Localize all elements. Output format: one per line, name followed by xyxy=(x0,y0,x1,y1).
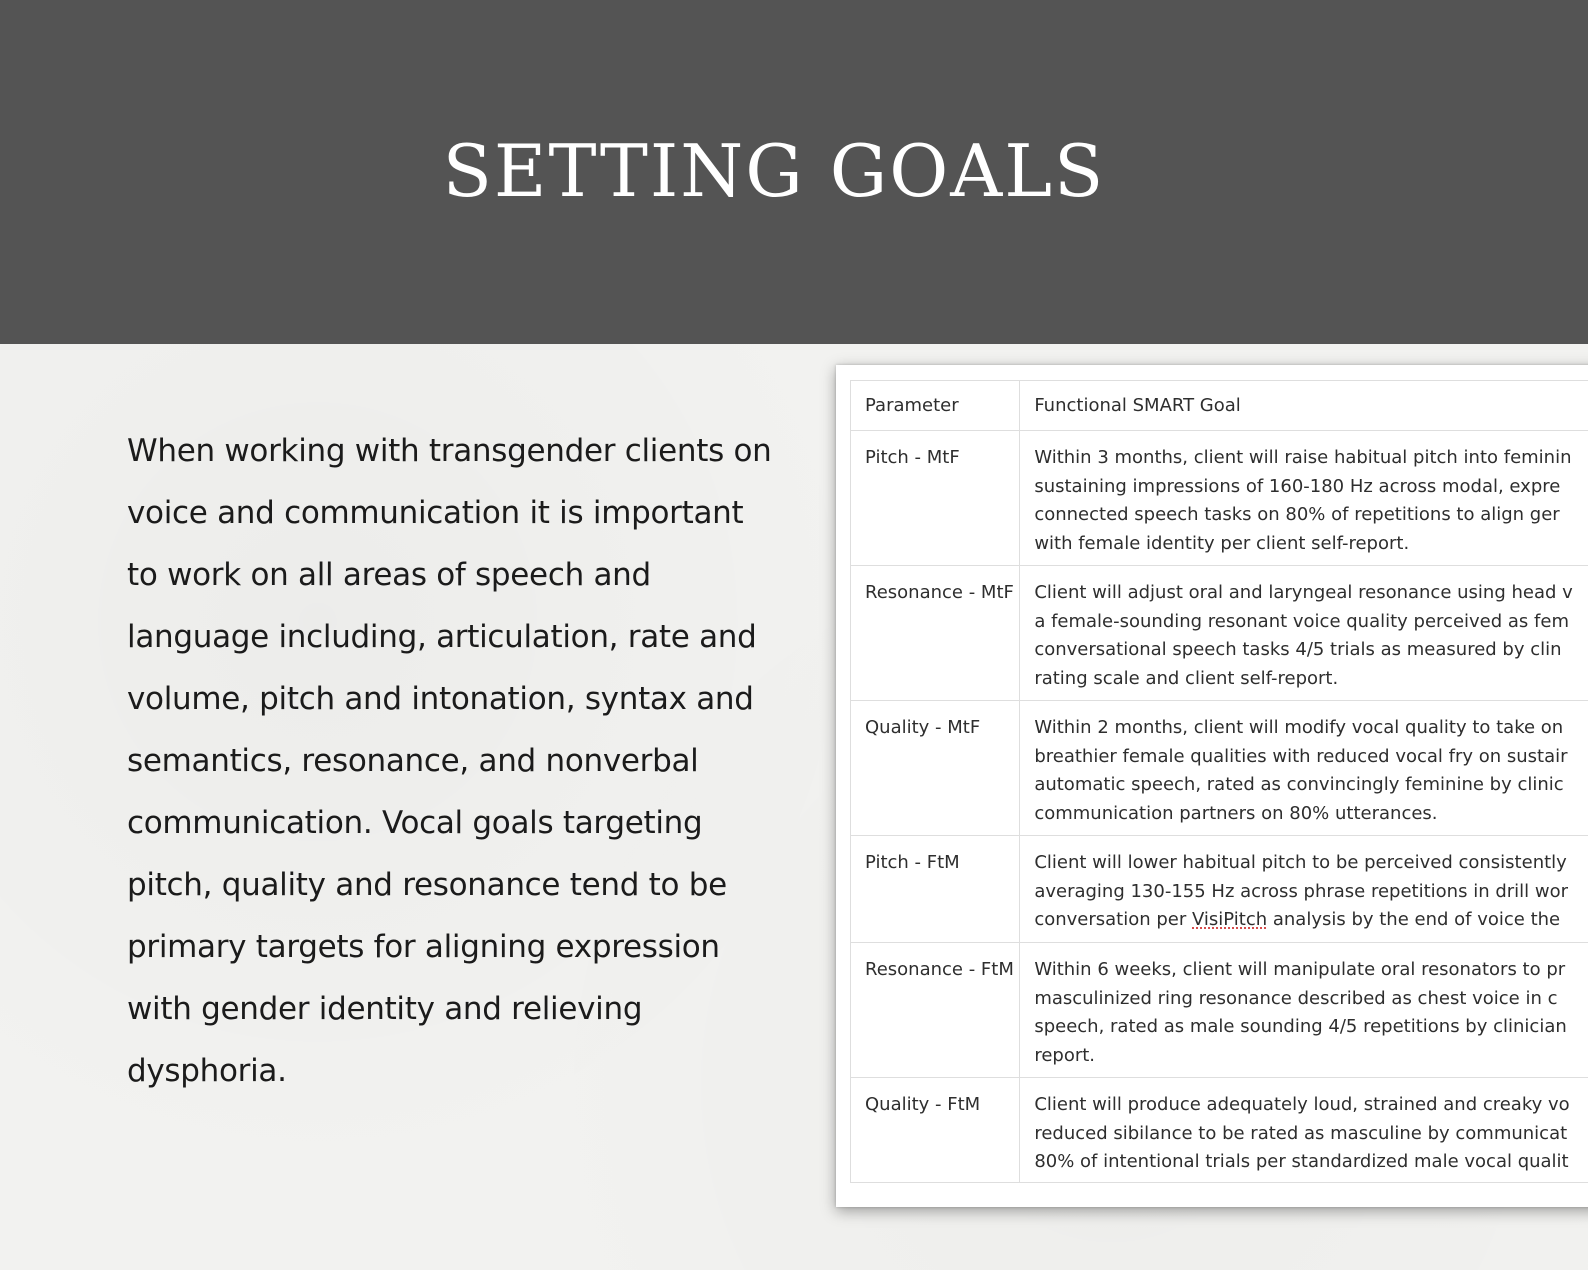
header-goal: Functional SMART Goal xyxy=(1020,381,1588,431)
parameter-cell: Quality - FtM xyxy=(851,1078,1020,1183)
parameter-cell: Resonance - FtM xyxy=(851,943,1020,1078)
goal-cell: Within 3 months, client will raise habitual pitch into feminin sustaining impressions of 160-180 Hz across modal, expre connected speech tasks on 80% of repetitions to align ger with female identity per client self-report. xyxy=(1020,431,1588,566)
table-header-row xyxy=(851,381,1588,431)
header-banner xyxy=(0,0,1588,344)
table-row xyxy=(851,836,1588,943)
goals-table xyxy=(850,380,1588,1183)
intro-paragraph: When working with transgender clients on voice and communication it is important to work on all areas of speech and language including, articulation, rate and volume, pitch and intonation, syntax and semantics, resonance, and nonverbal communication. Vocal goals targeting pitch, quality and resonance tend to be primary targets for aligning expression with gender identity and relieving dysphoria. xyxy=(127,433,772,1089)
goal-cell: Within 2 months, client will modify vocal quality to take on breathier female qualities with reduced vocal fry on sustair automatic speech, rated as convincingly feminine by clinic communication partners on 80% utterances. xyxy=(1020,701,1588,836)
goal-cell: Client will produce adequately loud, strained and creaky vo reduced sibilance to be rated as masculine by communicat 80% of intentional trials per standardized male vocal qualit xyxy=(1020,1078,1588,1183)
table-row xyxy=(851,701,1588,836)
table-row xyxy=(851,1078,1588,1183)
parameter-cell: Pitch - FtM xyxy=(851,836,1020,943)
parameter-cell: Quality - MtF xyxy=(851,701,1020,836)
table-row xyxy=(851,566,1588,701)
page-title: SETTING GOALS xyxy=(442,129,1106,213)
goal-cell: Client will adjust oral and laryngeal resonance using head v a female-sounding resonant voice quality perceived as fem conversational speech tasks 4/5 trials as measured by clin rating scale and client self-report. xyxy=(1020,566,1588,701)
spellcheck-flagged-line: conversation per VisiPitch analysis by the end of voice the xyxy=(1034,909,1561,930)
goal-cell: Client will lower habitual pitch to be perceived consistently averaging 130-155 Hz across phrase repetitions in drill wor conversation per VisiPitch analysis by the end of voice the xyxy=(1020,836,1588,943)
table-row xyxy=(851,943,1588,1078)
spellcheck-flagged-word: VisiPitch xyxy=(1192,909,1268,930)
goal-cell: Within 6 weeks, client will manipulate oral resonators to pr masculinized ring resonance described as chest voice in c speech, rated as male sounding 4/5 repetitions by clinician report. xyxy=(1020,943,1588,1078)
parameter-cell: Pitch - MtF xyxy=(851,431,1020,566)
header-parameter: Parameter xyxy=(851,381,1020,431)
table-row xyxy=(851,431,1588,566)
goals-table-screenshot xyxy=(836,365,1588,1207)
parameter-cell: Resonance - MtF xyxy=(851,566,1020,701)
